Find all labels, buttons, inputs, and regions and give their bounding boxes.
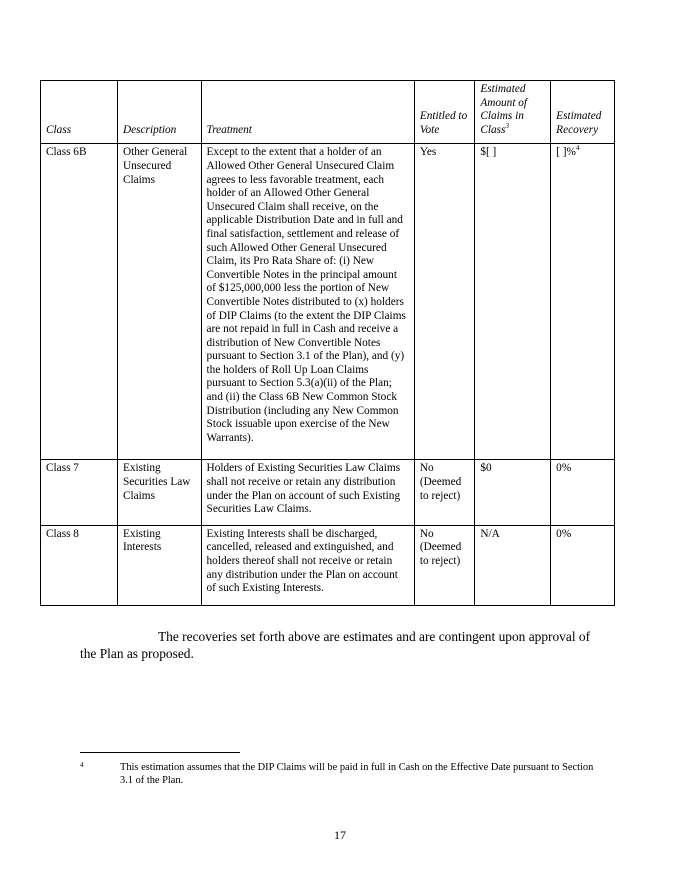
header-estimated-amount-label: Estimated Amount of Claims in Class <box>480 83 528 136</box>
table-row <box>41 525 615 605</box>
header-entitled-to-vote: Entitled to Vote <box>414 81 474 144</box>
recovery-note-paragraph <box>80 628 600 662</box>
cell-amount: $0 <box>475 460 551 525</box>
page-number: 17 <box>334 828 346 842</box>
cell-recovery: 0% <box>551 525 615 605</box>
cell-treatment: Holders of Existing Securities Law Claims shall not receive or retain any distribution under the Plan on account of such Existing Securities Law Claims. <box>201 460 414 525</box>
header-description: Description <box>117 81 201 144</box>
recovery-note-text: The recoveries set forth above are estimates and are contingent upon approval of the Plan as proposed. <box>80 629 591 661</box>
table-header-row <box>41 81 615 144</box>
plan-classification-table <box>40 80 615 606</box>
cell-treatment: Existing Interests shall be discharged, cancelled, released and extinguished, and holders thereof shall not receive or retain any distribution under the Plan on account of such Existing Interests. <box>201 525 414 605</box>
footnote-ref-4: 4 <box>575 144 580 153</box>
cell-recovery: 0% <box>551 460 615 525</box>
cell-amount: N/A <box>475 525 551 605</box>
cell-description: Other General Unsecured Claims <box>117 144 201 460</box>
cell-recovery-value: [ ]% <box>556 146 576 159</box>
table-row <box>41 460 615 525</box>
cell-class: Class 8 <box>41 525 118 605</box>
table-row <box>41 144 615 460</box>
header-estimated-amount <box>475 81 551 144</box>
header-estimated-recovery: Estimated Recovery <box>551 81 615 144</box>
header-class: Class <box>41 81 118 144</box>
cell-treatment: Except to the extent that a holder of an Allowed Other General Unsecured Claim agrees to less favorable treatment, each holder of an Allowed Other General Unsecured Claim shall receive, on the applicable Distribution Date and in full and final satisfaction, settlement and release of such Allowed Other General Unsecured Claim, its Pro Rata Share of: (i) New Convertible Notes in the principal amount of $125,000,000 less the portion of New Convertible Notes distributed to (x) holders of DIP Claims (to the extent the DIP Claims are not repaid in full in Cash and receive a distribution of New Convertible Notes pursuant to Section 3.1 of the Plan), and (y) the holders of Roll Up Loan Claims pursuant to Section 5.3(a)(ii) of the Plan; and (ii) the Class 6B New Common Stock Distribution (including any New Common Stock issuable upon exercise of the New Warrants). <box>201 144 414 460</box>
cell-description: Existing Securities Law Claims <box>117 460 201 525</box>
cell-vote: Yes <box>414 144 474 460</box>
footnote-ref-3: 3 <box>505 122 509 131</box>
footnote-text: This estimation assumes that the DIP Claims will be paid in full in Cash on the Effective Date pursuant to Section 3.1 of the Plan. <box>120 762 594 786</box>
cell-vote: No (Deemed to reject) <box>414 525 474 605</box>
footnote <box>80 761 600 787</box>
cell-recovery <box>551 144 615 460</box>
cell-description: Existing Interests <box>117 525 201 605</box>
header-treatment: Treatment <box>201 81 414 144</box>
cell-vote: No (Deemed to reject) <box>414 460 474 525</box>
cell-amount: $[ ] <box>475 144 551 460</box>
footnote-number: 4 <box>80 761 84 769</box>
cell-class: Class 6B <box>41 144 118 460</box>
footnote-divider <box>80 752 240 753</box>
cell-class: Class 7 <box>41 460 118 525</box>
